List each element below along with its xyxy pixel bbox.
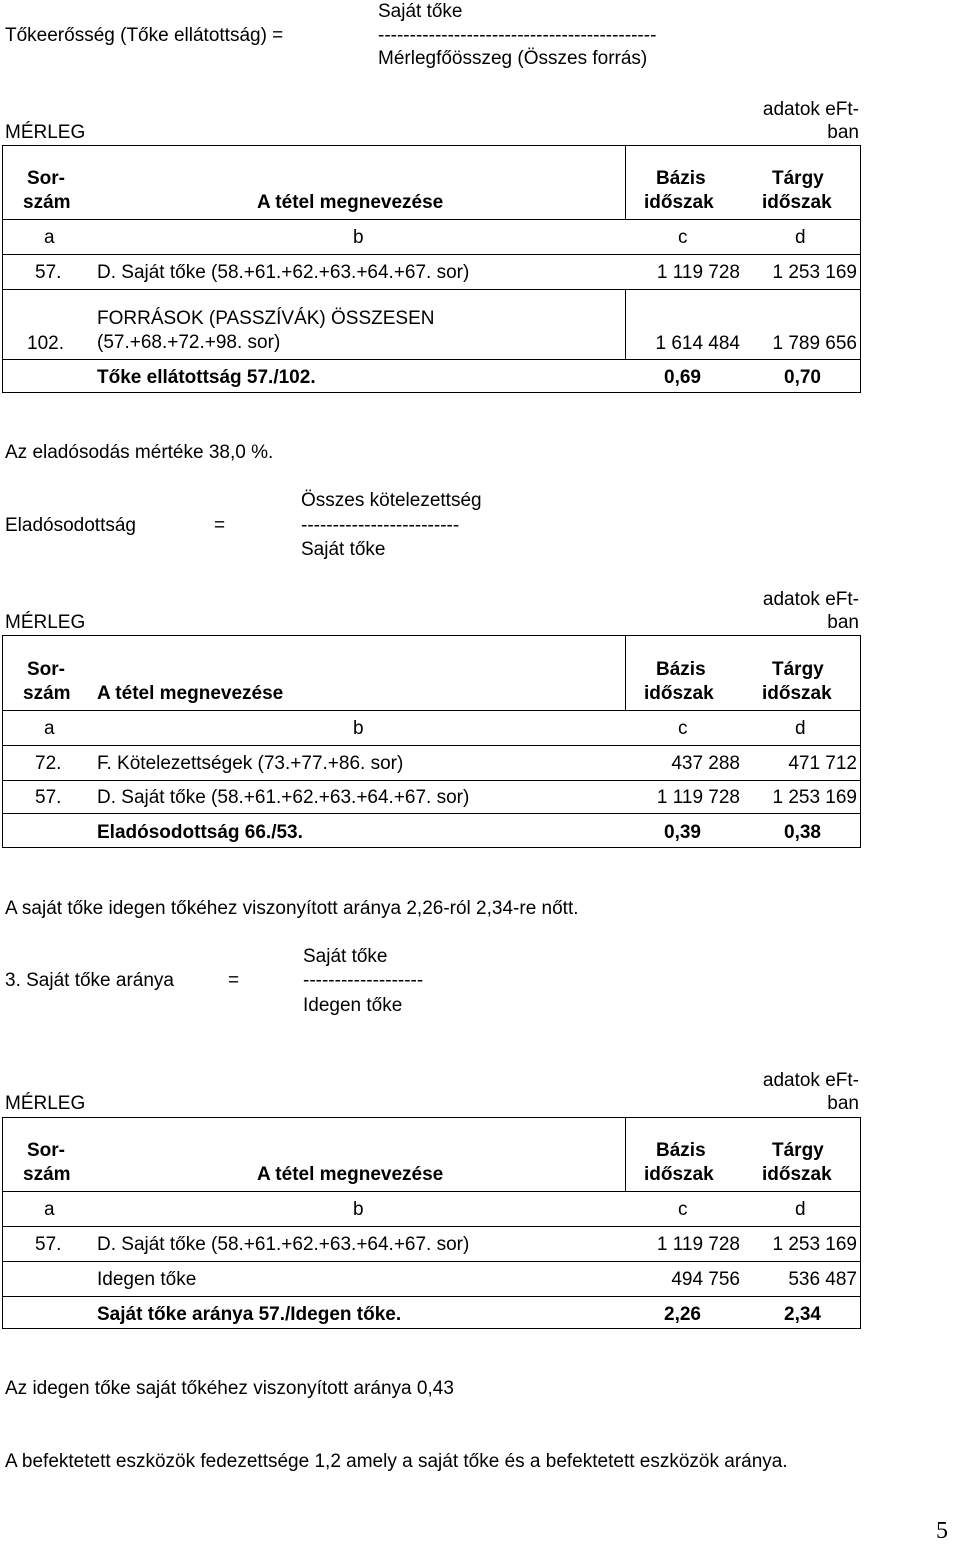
table2-unit-line2: ban: [827, 612, 859, 633]
table2-row2-name: D. Saját tőke (58.+61.+62.+63.+64.+67. sor): [97, 787, 470, 808]
table3-letter-c: c: [678, 1199, 688, 1220]
table2-header-sor-1: Sor-: [27, 659, 65, 680]
table3-ratio-name: Saját tőke aránya 57./Idegen tőke.: [97, 1304, 402, 1325]
text-sajat-toke-arany-noves: A saját tőke idegen tőkéhez viszonyított aránya 2,26-ról 2,34-re nőtt.: [5, 898, 579, 919]
table2-row1-target: 471 712: [788, 753, 857, 774]
table3-header-target-1: Tárgy: [772, 1140, 824, 1161]
table2-letter-a: a: [44, 718, 55, 739]
table3-header-target-2: időszak: [762, 1164, 832, 1185]
formula2-denominator: Saját tőke: [301, 539, 386, 560]
formula3-equals: =: [228, 970, 240, 991]
table3-row1-name: D. Saját tőke (58.+61.+62.+63.+64.+67. sor): [97, 1234, 470, 1255]
table3-ratio-target: 2,34: [784, 1304, 821, 1325]
text-idegen-toke-arany: Az idegen tőke saját tőkéhez viszonyított aránya 0,43: [5, 1378, 454, 1399]
text-befektetett-eszkozok: A befektetett eszközök fedezettsége 1,2 amely a saját tőke és a befektetett eszközök aránya.: [5, 1451, 788, 1472]
table1-header-sor-2: szám: [23, 192, 71, 213]
table3-row1-base: 1 119 728: [656, 1234, 740, 1255]
table1-row1-base: 1 119 728: [656, 262, 740, 283]
table2-ratio-name: Eladósodottság 66./53.: [97, 822, 303, 843]
table1-header-target-2: időszak: [762, 192, 832, 213]
table2-header-sor-2: szám: [23, 683, 71, 704]
table1-row1-num: 57.: [35, 262, 62, 283]
table2-row1-name: F. Kötelezettségek (73.+77.+86. sor): [97, 753, 404, 774]
formula3-denominator: Idegen tőke: [303, 995, 403, 1016]
table2-title: MÉRLEG: [5, 612, 86, 633]
table3-header-sor-1: Sor-: [27, 1140, 65, 1161]
text-eladosodas-merteke: Az eladósodás mértéke 38,0 %.: [5, 442, 274, 463]
table2-header-name: A tétel megnevezése: [97, 683, 284, 704]
formula2-line: -------------------------: [301, 515, 460, 536]
table1-unit-line2: ban: [827, 122, 859, 143]
table1-row1-name: D. Saját tőke (58.+61.+62.+63.+64.+67. sor): [97, 262, 470, 283]
table1-header-name: A tétel megnevezése: [257, 192, 444, 213]
table1-ratio-name: Tőke ellátottság 57./102.: [97, 367, 316, 388]
formula3-line: -------------------: [303, 970, 424, 991]
table1-row2-num: 102.: [27, 333, 64, 354]
table1-row2-base: 1 614 484: [655, 333, 740, 354]
table3-letter-b: b: [353, 1199, 364, 1220]
table1-title: MÉRLEG: [5, 122, 86, 143]
table2-header-target-1: Tárgy: [772, 659, 824, 680]
table2-header-target-2: időszak: [762, 683, 832, 704]
table2-letter-b: b: [353, 718, 364, 739]
table1-header-sor-1: Sor-: [27, 168, 65, 189]
table3-row2-name: Idegen tőke: [97, 1269, 197, 1290]
table1-ratio-target: 0,70: [784, 367, 821, 388]
formula1-line: --------------------------------------------: [378, 25, 657, 46]
formula2-numerator: Összes kötelezettség: [301, 490, 482, 511]
table3-row2-target: 536 487: [788, 1269, 857, 1290]
table3-row1-target: 1 253 169: [772, 1234, 857, 1255]
formula1-numerator: Saját tőke: [378, 1, 463, 22]
table1-letter-b: b: [353, 227, 364, 248]
table1-letter-a: a: [44, 227, 55, 248]
table3-letter-a: a: [44, 1199, 55, 1220]
table1-unit-line1: adatok eFt-: [762, 99, 859, 120]
formula3-numerator: Saját tőke: [303, 946, 388, 967]
table1-ratio-base: 0,69: [664, 367, 701, 388]
table1-header-base-2: időszak: [644, 192, 714, 213]
table1-row2-name-1: FORRÁSOK (PASSZÍVÁK) ÖSSZESEN: [97, 308, 435, 329]
table2-letter-d: d: [795, 718, 806, 739]
table3-unit-line1: adatok eFt-: [762, 1070, 859, 1091]
table3-header-base-1: Bázis: [656, 1140, 706, 1161]
table3-header-sor-2: szám: [23, 1164, 71, 1185]
table2-row2-target: 1 253 169: [772, 787, 857, 808]
formula1-label: Tőkeerősség (Tőke ellátottság) =: [5, 25, 284, 46]
table2-row2-num: 57.: [35, 787, 62, 808]
table2-header-base-2: időszak: [644, 683, 714, 704]
table2-row2-base: 1 119 728: [656, 787, 740, 808]
table2-ratio-base: 0,39: [664, 822, 701, 843]
table3-unit-line2: ban: [827, 1093, 859, 1114]
table2-unit-line1: adatok eFt-: [762, 589, 859, 610]
formula2-label: Eladósodottság: [5, 515, 136, 536]
table3-row1-num: 57.: [35, 1234, 62, 1255]
table3-ratio-base: 2,26: [664, 1304, 701, 1325]
table1-row2-target: 1 789 656: [772, 333, 857, 354]
table1-row1-target: 1 253 169: [772, 262, 857, 283]
table3-header-base-2: időszak: [644, 1164, 714, 1185]
page-number: 5: [936, 1518, 948, 1544]
table1-letter-c: c: [678, 227, 688, 248]
table1-letter-d: d: [795, 227, 806, 248]
formula1-denominator: Mérlegfőösszeg (Összes forrás): [378, 48, 648, 69]
table2-header-base-1: Bázis: [656, 659, 706, 680]
table2-ratio-target: 0,38: [784, 822, 821, 843]
table3-title: MÉRLEG: [5, 1093, 86, 1114]
table3-letter-d: d: [795, 1199, 806, 1220]
table2-letter-c: c: [678, 718, 688, 739]
table3-row2-base: 494 756: [671, 1269, 740, 1290]
table2-row1-num: 72.: [35, 753, 62, 774]
table1-row2-name-2: (57.+68.+72.+98. sor): [97, 332, 281, 353]
table1-header-base-1: Bázis: [656, 168, 706, 189]
table1-header-target-1: Tárgy: [772, 168, 824, 189]
formula3-label: 3. Saját tőke aránya: [5, 970, 174, 991]
table3-header-name: A tétel megnevezése: [257, 1164, 444, 1185]
formula2-equals: =: [214, 515, 226, 536]
table2-row1-base: 437 288: [671, 753, 740, 774]
